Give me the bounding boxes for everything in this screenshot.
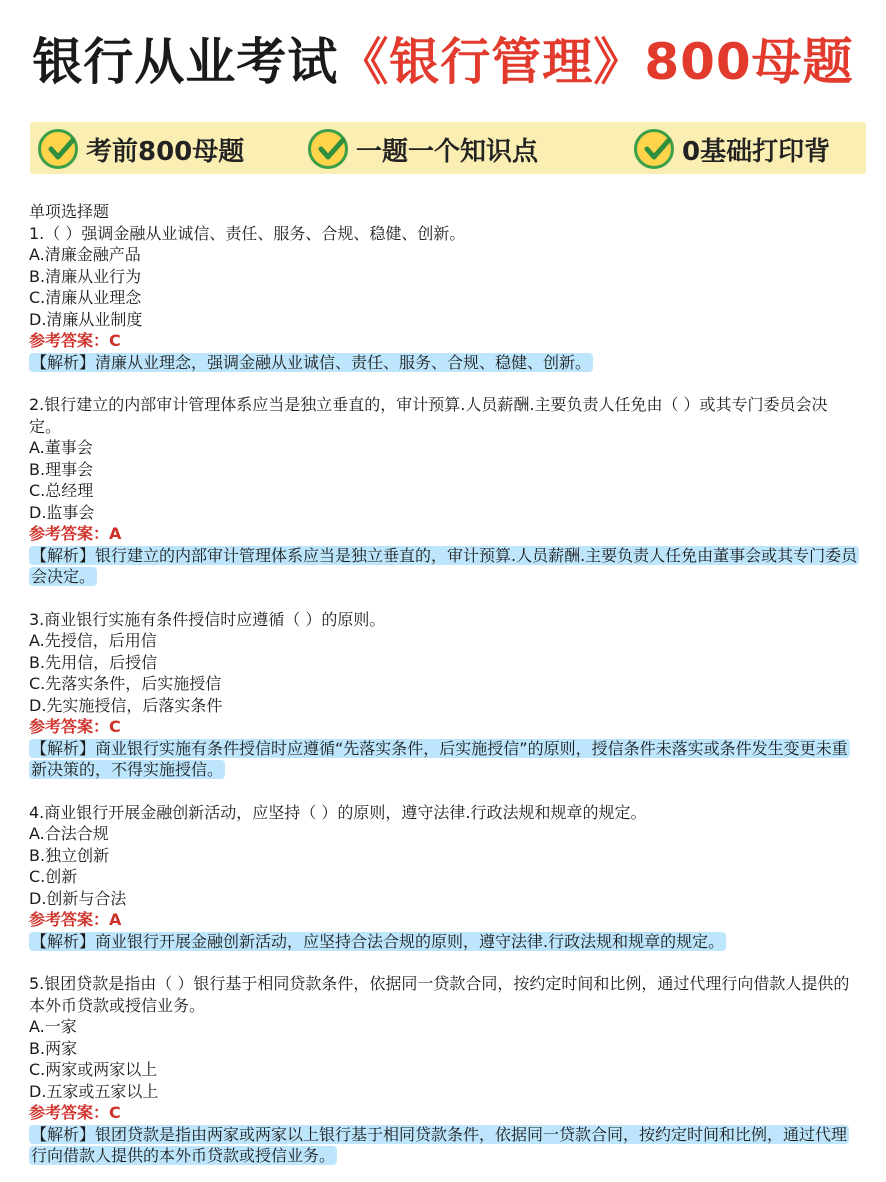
title-count: 800母题 <box>644 33 854 91</box>
option-d: D.监事会 <box>29 502 95 522</box>
check-circle-icon <box>308 129 348 169</box>
option-d: D.五家或五家以上 <box>29 1081 159 1101</box>
answer-label: 参考答案：C <box>29 717 121 736</box>
feature-badge-3 <box>634 129 830 169</box>
question-stem: 5.银团贷款是指由（ ）银行基于相同贷款条件，依据同一贷款合同，按约定时间和比例，通过代理行向借款人提供的本外币贷款或授信业务。 <box>29 974 850 1015</box>
answer-label: 参考答案：C <box>29 1103 121 1122</box>
option-b: B.理事会 <box>29 459 94 479</box>
question-stem: 1.（ ）强调金融从业诚信、责任、服务、合规、稳健、创新。 <box>29 223 466 243</box>
question-item <box>29 223 859 374</box>
check-circle-icon <box>634 129 674 169</box>
question-stem: 3.商业银行实施有条件授信时应遵循（ ）的原则。 <box>29 609 386 629</box>
explanation: 【解析】清廉从业理念，强调金融从业诚信、责任、服务、合规、稳健、创新。 <box>31 352 592 372</box>
option-c: C.创新 <box>29 867 78 886</box>
option-c: C.总经理 <box>29 481 94 500</box>
question-item <box>29 973 859 1167</box>
title-main: 银行从业考试 <box>32 33 339 91</box>
option-b: B.独立创新 <box>29 845 110 865</box>
feature-label: 0基础打印背 <box>682 136 831 167</box>
explanation: 【解析】商业银行开展金融创新活动，应坚持合法合规的原则，遵守法律.行政法规和规章的规定。 <box>31 931 725 951</box>
answer-label: 参考答案：C <box>29 331 121 350</box>
section-label: 单项选择题 <box>29 202 110 221</box>
option-c: C.先落实条件，后实施授信 <box>29 674 222 693</box>
explanation: 【解析】银行建立的内部审计管理体系应当是独立垂直的，审计预算.人员薪酬.主要负责人任免由董事会或其专门委员会决定。 <box>31 545 858 586</box>
option-d: D.先实施授信，后落实条件 <box>29 695 223 715</box>
question-item <box>29 802 859 953</box>
feature-label: 一题一个知识点 <box>356 136 539 167</box>
feature-badge-1 <box>38 129 244 169</box>
page-title <box>0 30 886 94</box>
option-b: B.清廉从业行为 <box>29 266 142 286</box>
title-book: 《银行管理》 <box>338 33 645 91</box>
option-a: A.清廉金融产品 <box>29 245 141 264</box>
question-list <box>29 201 859 1167</box>
answer-label: 参考答案：A <box>29 524 122 543</box>
option-d: D.清廉从业制度 <box>29 309 143 329</box>
option-c: C.两家或两家以上 <box>29 1060 158 1079</box>
feature-label: 考前800母题 <box>86 136 245 167</box>
option-a: A.一家 <box>29 1017 77 1036</box>
option-a: A.董事会 <box>29 438 93 457</box>
question-stem: 2.银行建立的内部审计管理体系应当是独立垂直的，审计预算.人员薪酬.主要负责人任免由（ ）或其专门委员会决定。 <box>29 395 828 436</box>
check-circle-icon <box>38 129 78 169</box>
option-c: C.清廉从业理念 <box>29 288 142 307</box>
question-item <box>29 394 859 588</box>
question-stem: 4.商业银行开展金融创新活动，应坚持（ ）的原则，遵守法律.行政法规和规章的规定。 <box>29 802 647 822</box>
answer-label: 参考答案：A <box>29 910 122 929</box>
option-a: A.合法合规 <box>29 824 109 843</box>
option-b: B.先用信，后授信 <box>29 652 158 672</box>
option-b: B.两家 <box>29 1038 78 1058</box>
explanation: 【解析】商业银行实施有条件授信时应遵循“先落实条件，后实施授信”的原则，授信条件未落实或条件发生变更未重新决策的，不得实施授信。 <box>31 738 848 779</box>
option-d: D.创新与合法 <box>29 888 127 908</box>
explanation: 【解析】银团贷款是指由两家或两家以上银行基于相同贷款条件，依据同一贷款合同，按约定时间和比例，通过代理行向借款人提供的本外币贷款或授信业务。 <box>31 1124 848 1165</box>
option-a: A.先授信，后用信 <box>29 631 157 650</box>
feature-badge-2 <box>308 129 538 169</box>
feature-banner <box>30 122 866 174</box>
question-item <box>29 609 859 781</box>
